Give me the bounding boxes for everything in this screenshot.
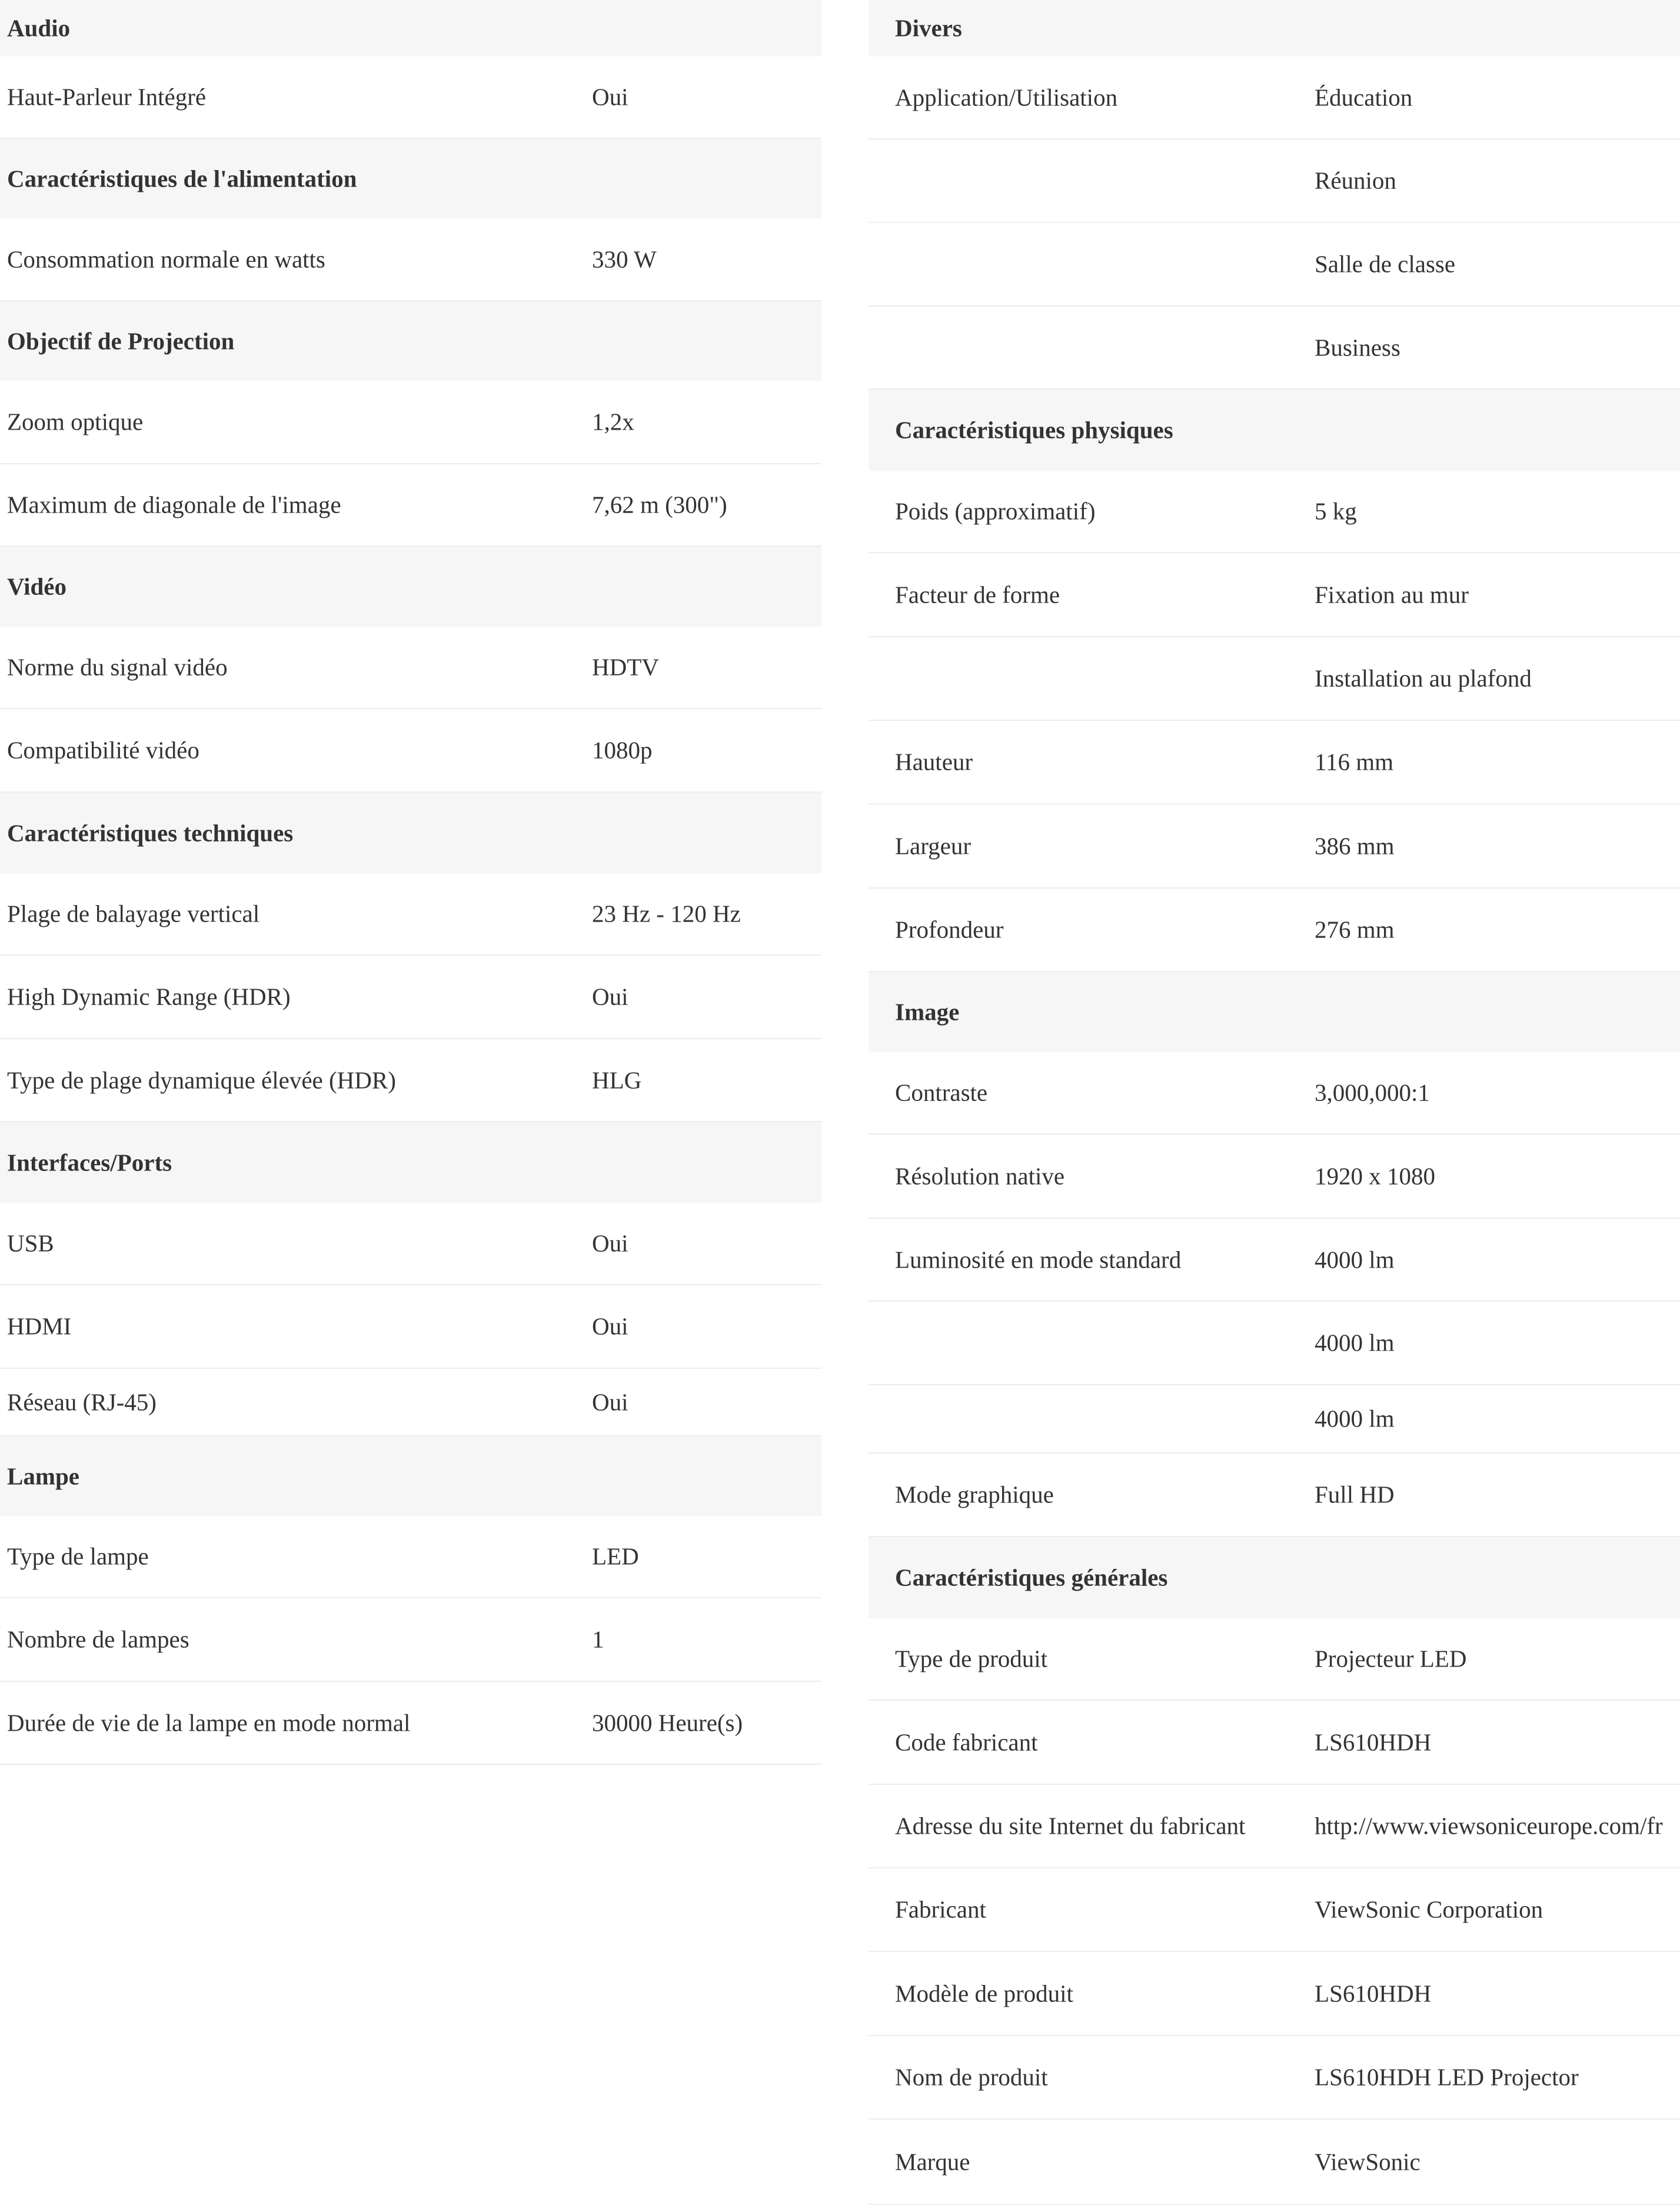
spec-value: 4000 lm xyxy=(1315,1329,1395,1356)
spec-row xyxy=(0,1369,821,1436)
spec-label: Profondeur xyxy=(895,916,1004,943)
spec-row xyxy=(869,1701,1680,1785)
section-title: Interfaces/Ports xyxy=(7,1149,172,1176)
spec-label: Type de produit xyxy=(895,1645,1048,1672)
spec-value: 4000 lm xyxy=(1315,1405,1395,1432)
section-header xyxy=(869,0,1680,56)
spec-row xyxy=(0,1682,821,1765)
spec-label: Haut-Parleur Intégré xyxy=(7,83,207,111)
spec-value: LED xyxy=(592,1542,639,1570)
spec-row xyxy=(0,1203,821,1285)
spec-value: Oui xyxy=(592,1388,628,1415)
spec-row xyxy=(0,956,821,1039)
spec-value: 330 W xyxy=(592,245,657,272)
section-header xyxy=(0,1436,821,1516)
spec-value: 23 Hz - 120 Hz xyxy=(592,900,741,927)
section-title: Image xyxy=(895,998,960,1026)
section-title: Vidéo xyxy=(7,573,66,600)
spec-row xyxy=(869,139,1680,223)
spec-value: 116 mm xyxy=(1315,748,1394,776)
section-header xyxy=(0,139,821,218)
section-header xyxy=(0,0,821,56)
section-title: Caractéristiques générales xyxy=(895,1564,1168,1591)
spec-row xyxy=(0,709,821,793)
spec-row xyxy=(869,1952,1680,2036)
spec-label: Luminosité en mode standard xyxy=(895,1246,1182,1273)
spec-value: Oui xyxy=(592,83,628,111)
spec-value: Oui xyxy=(592,1312,628,1340)
spec-label: HDMI xyxy=(7,1312,72,1340)
spec-value: Full HD xyxy=(1315,1481,1395,1508)
spec-value: Projecteur LED xyxy=(1315,1645,1467,1672)
spec-value: 1 xyxy=(592,1625,604,1653)
section-title: Caractéristiques de l'alimentation xyxy=(7,165,357,192)
spec-row xyxy=(869,1135,1680,1219)
specs-column-left xyxy=(0,0,821,1765)
section-title: Divers xyxy=(895,14,962,42)
spec-value: Business xyxy=(1315,334,1400,361)
spec-value: LS610HDH xyxy=(1315,1980,1432,2007)
spec-label: Consommation normale en watts xyxy=(7,245,325,272)
spec-value: 5 kg xyxy=(1315,497,1357,525)
spec-label: Hauteur xyxy=(895,748,973,776)
spec-row xyxy=(0,1516,821,1598)
spec-value: ViewSonic Corporation xyxy=(1315,1895,1543,1923)
spec-label: Nom de produit xyxy=(895,2063,1048,2091)
section-title: Audio xyxy=(7,14,71,42)
section-title: Caractéristiques techniques xyxy=(7,819,294,846)
spec-row xyxy=(869,804,1680,889)
spec-value: 386 mm xyxy=(1315,832,1395,859)
spec-value: 30000 Heure(s) xyxy=(592,1709,743,1736)
spec-label: Compatibilité vidéo xyxy=(7,736,199,764)
spec-label: Fabricant xyxy=(895,1895,986,1923)
spec-value: 276 mm xyxy=(1315,916,1395,943)
spec-label: Facteur de forme xyxy=(895,581,1060,608)
spec-label: Résolution native xyxy=(895,1162,1065,1189)
spec-value: 1,2x xyxy=(592,408,634,435)
spec-label: Adresse du site Internet du fabricant xyxy=(895,1812,1246,1840)
spec-row xyxy=(0,873,821,956)
spec-value: 1920 x 1080 xyxy=(1315,1162,1435,1189)
spec-row xyxy=(869,1868,1680,1952)
spec-label: Modèle de produit xyxy=(895,1980,1073,2007)
spec-label: Mode graphique xyxy=(895,1481,1054,1508)
spec-value: 4000 lm xyxy=(1315,1246,1395,1273)
spec-row xyxy=(0,627,821,709)
spec-value: 3,000,000:1 xyxy=(1315,1079,1430,1106)
spec-row xyxy=(869,1385,1680,1454)
spec-row xyxy=(869,637,1680,721)
spec-value: 1080p xyxy=(592,736,653,764)
spec-row xyxy=(869,307,1680,390)
spec-value: http://www.viewsoniceurope.com/fr xyxy=(1315,1812,1663,1840)
spec-row xyxy=(869,1302,1680,1385)
spec-value: Installation au plafond xyxy=(1315,664,1532,692)
spec-row xyxy=(0,1285,821,1369)
section-header xyxy=(869,390,1680,471)
spec-label: Contraste xyxy=(895,1079,988,1106)
section-header xyxy=(0,301,821,381)
spec-value: Salle de classe xyxy=(1315,250,1456,278)
spec-value: Réunion xyxy=(1315,167,1396,194)
spec-label: Durée de vie de la lampe en mode normal xyxy=(7,1709,411,1736)
spec-value: Éducation xyxy=(1315,84,1413,111)
spec-value: Fixation au mur xyxy=(1315,581,1469,608)
section-header xyxy=(869,972,1680,1052)
spec-label: Plage de balayage vertical xyxy=(7,900,260,927)
spec-value: LS610HDH xyxy=(1315,1728,1432,1755)
spec-row xyxy=(869,56,1680,139)
spec-label: Type de plage dynamique élevée (HDR) xyxy=(7,1066,396,1093)
spec-label: USB xyxy=(7,1229,54,1257)
spec-label: Maximum de diagonale de l'image xyxy=(7,491,341,518)
spec-label: Type de lampe xyxy=(7,1542,149,1570)
spec-value: 7,62 m (300") xyxy=(592,491,727,518)
spec-label: Application/Utilisation xyxy=(895,84,1118,111)
spec-row xyxy=(0,56,821,139)
spec-row xyxy=(869,471,1680,553)
spec-label: Zoom optique xyxy=(7,408,144,435)
spec-row xyxy=(0,381,821,464)
spec-row xyxy=(869,1785,1680,1868)
section-title: Lampe xyxy=(7,1462,79,1489)
spec-row xyxy=(869,1052,1680,1135)
spec-row xyxy=(0,218,821,301)
spec-value: Oui xyxy=(592,983,628,1010)
section-header xyxy=(0,1122,821,1203)
spec-row xyxy=(869,889,1680,972)
spec-row xyxy=(869,2120,1680,2205)
spec-row xyxy=(869,223,1680,307)
spec-label: Marque xyxy=(895,2148,970,2175)
spec-label: Largeur xyxy=(895,832,972,859)
spec-value: LS610HDH LED Projector xyxy=(1315,2063,1579,2091)
spec-value: HDTV xyxy=(592,653,659,681)
section-title: Caractéristiques physiques xyxy=(895,416,1173,444)
spec-row xyxy=(0,1598,821,1682)
spec-row xyxy=(869,1618,1680,1701)
spec-value: HLG xyxy=(592,1066,642,1093)
spec-label: High Dynamic Range (HDR) xyxy=(7,983,291,1010)
spec-row xyxy=(869,1219,1680,1302)
spec-row xyxy=(869,2036,1680,2120)
specs-column-right xyxy=(869,0,1680,2205)
section-header xyxy=(0,547,821,627)
spec-row xyxy=(0,464,821,547)
section-title: Objectif de Projection xyxy=(7,327,235,354)
section-header xyxy=(0,793,821,873)
spec-label: Réseau (RJ-45) xyxy=(7,1388,157,1415)
spec-value: Oui xyxy=(592,1229,628,1257)
spec-label: Nombre de lampes xyxy=(7,1625,189,1653)
section-header xyxy=(869,1537,1680,1618)
spec-value: ViewSonic xyxy=(1315,2148,1420,2175)
spec-row xyxy=(0,1039,821,1122)
spec-label: Poids (approximatif) xyxy=(895,497,1096,525)
spec-row xyxy=(869,721,1680,804)
spec-row xyxy=(869,553,1680,637)
spec-row xyxy=(869,1454,1680,1537)
spec-label: Code fabricant xyxy=(895,1728,1038,1755)
spec-label: Norme du signal vidéo xyxy=(7,653,228,681)
